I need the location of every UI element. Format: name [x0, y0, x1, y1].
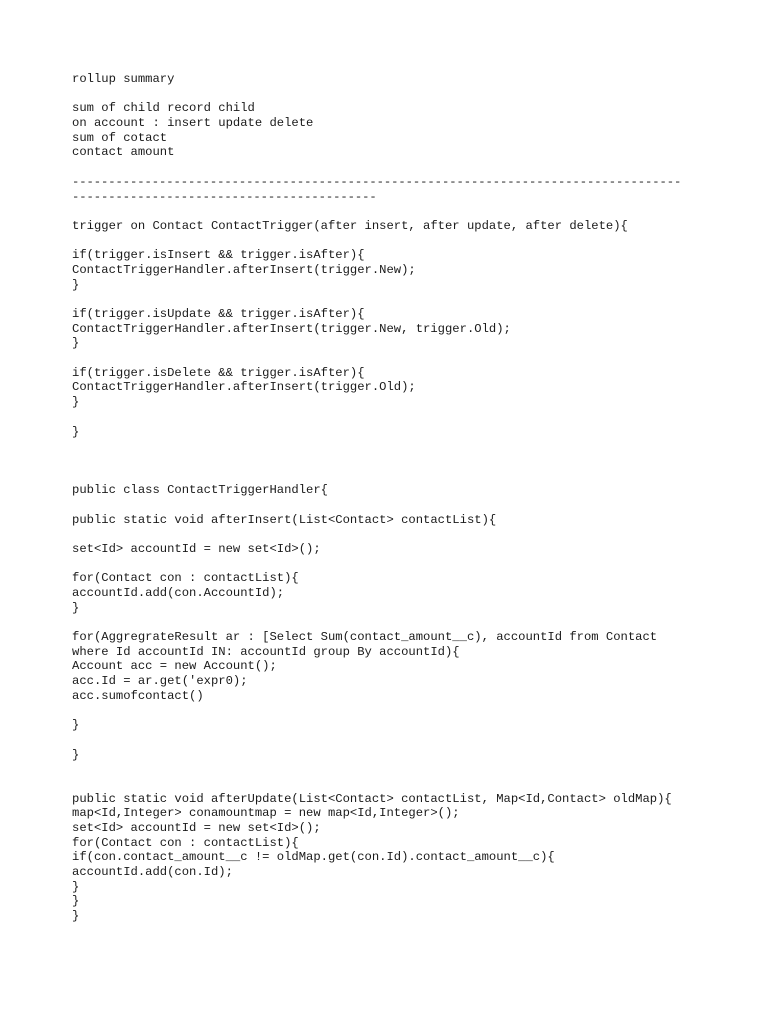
- code-line: Account acc = new Account();: [72, 659, 277, 674]
- code-line: for(AggregrateResult ar : [Select Sum(contact_amount__c), accountId from Contact: [72, 630, 658, 645]
- method-signature: public static void afterInsert(List<Contact> contactList){: [72, 512, 497, 527]
- blank-line: [72, 160, 712, 175]
- trigger-header: trigger on Contact ContactTrigger(after insert, after update, after delete){: [72, 218, 628, 233]
- code-line: }: [72, 879, 80, 894]
- code-line: map<Id,Integer> conamountmap = new map<Id,Integer>();: [72, 806, 460, 821]
- notes-line: contact amount: [72, 145, 175, 160]
- blank-line: [72, 204, 712, 219]
- notes-line: on account : insert update delete: [72, 116, 314, 131]
- blank-lines: [72, 439, 712, 483]
- code-line: }: [72, 894, 80, 909]
- blank-line: [72, 351, 712, 366]
- blank-line: [72, 704, 712, 719]
- separator-line: ------------------------------------------------------------------------------------: [72, 174, 682, 189]
- blank-line: [72, 410, 712, 425]
- code-line: accountId.add(con.Id);: [72, 865, 233, 880]
- code-line: set<Id> accountId = new set<Id>();: [72, 541, 321, 556]
- separator-line: ------------------------------------------: [72, 189, 377, 204]
- code-line: }: [72, 909, 80, 924]
- code-line: ContactTriggerHandler.afterInsert(trigger.New, trigger.Old);: [72, 321, 511, 336]
- blank-line: [72, 733, 712, 748]
- blank-line: [72, 498, 712, 513]
- code-line: ContactTriggerHandler.afterInsert(trigger.New);: [72, 262, 416, 277]
- notes-line: sum of child record child: [72, 101, 255, 116]
- blank-line: [72, 87, 712, 102]
- class-header: public class ContactTriggerHandler{: [72, 483, 328, 498]
- code-line: }: [72, 277, 80, 292]
- blank-line: [72, 557, 712, 572]
- code-line: }: [72, 600, 80, 615]
- blank-lines: [72, 762, 712, 791]
- blank-line: [72, 615, 712, 630]
- code-line: where Id accountId IN: accountId group By accountId){: [72, 644, 460, 659]
- code-line: ContactTriggerHandler.afterInsert(trigger.Old);: [72, 380, 416, 395]
- code-line: acc.sumofcontact(): [72, 688, 204, 703]
- code-line: }: [72, 747, 80, 762]
- code-line: if(trigger.isInsert && trigger.isAfter){: [72, 248, 365, 263]
- notes-title: rollup summary: [72, 72, 175, 86]
- code-line: for(Contact con : contactList){: [72, 835, 299, 850]
- code-line: accountId.add(con.AccountId);: [72, 586, 285, 600]
- blank-line: [72, 234, 712, 249]
- code-line: acc.Id = ar.get('expr0);: [72, 674, 248, 689]
- code-line: }: [72, 395, 80, 410]
- code-line: if(trigger.isDelete && trigger.isAfter){: [72, 365, 365, 380]
- document-page: [72, 72, 712, 924]
- code-line: if(trigger.isUpdate && trigger.isAfter){: [72, 307, 365, 321]
- blank-line: [72, 292, 712, 307]
- code-line: }: [72, 718, 80, 733]
- code-line: }: [72, 336, 80, 351]
- code-line: set<Id> accountId = new set<Id>();: [72, 821, 321, 836]
- notes-line: sum of cotact: [72, 130, 168, 145]
- code-line: }: [72, 424, 80, 439]
- blank-line: [72, 527, 712, 542]
- code-line: for(Contact con : contactList){: [72, 571, 299, 586]
- method-signature: public static void afterUpdate(List<Contact> contactList, Map<Id,Contact> oldMap){: [72, 791, 672, 806]
- code-line: if(con.contact_amount__c != oldMap.get(con.Id).contact_amount__c){: [72, 850, 555, 865]
